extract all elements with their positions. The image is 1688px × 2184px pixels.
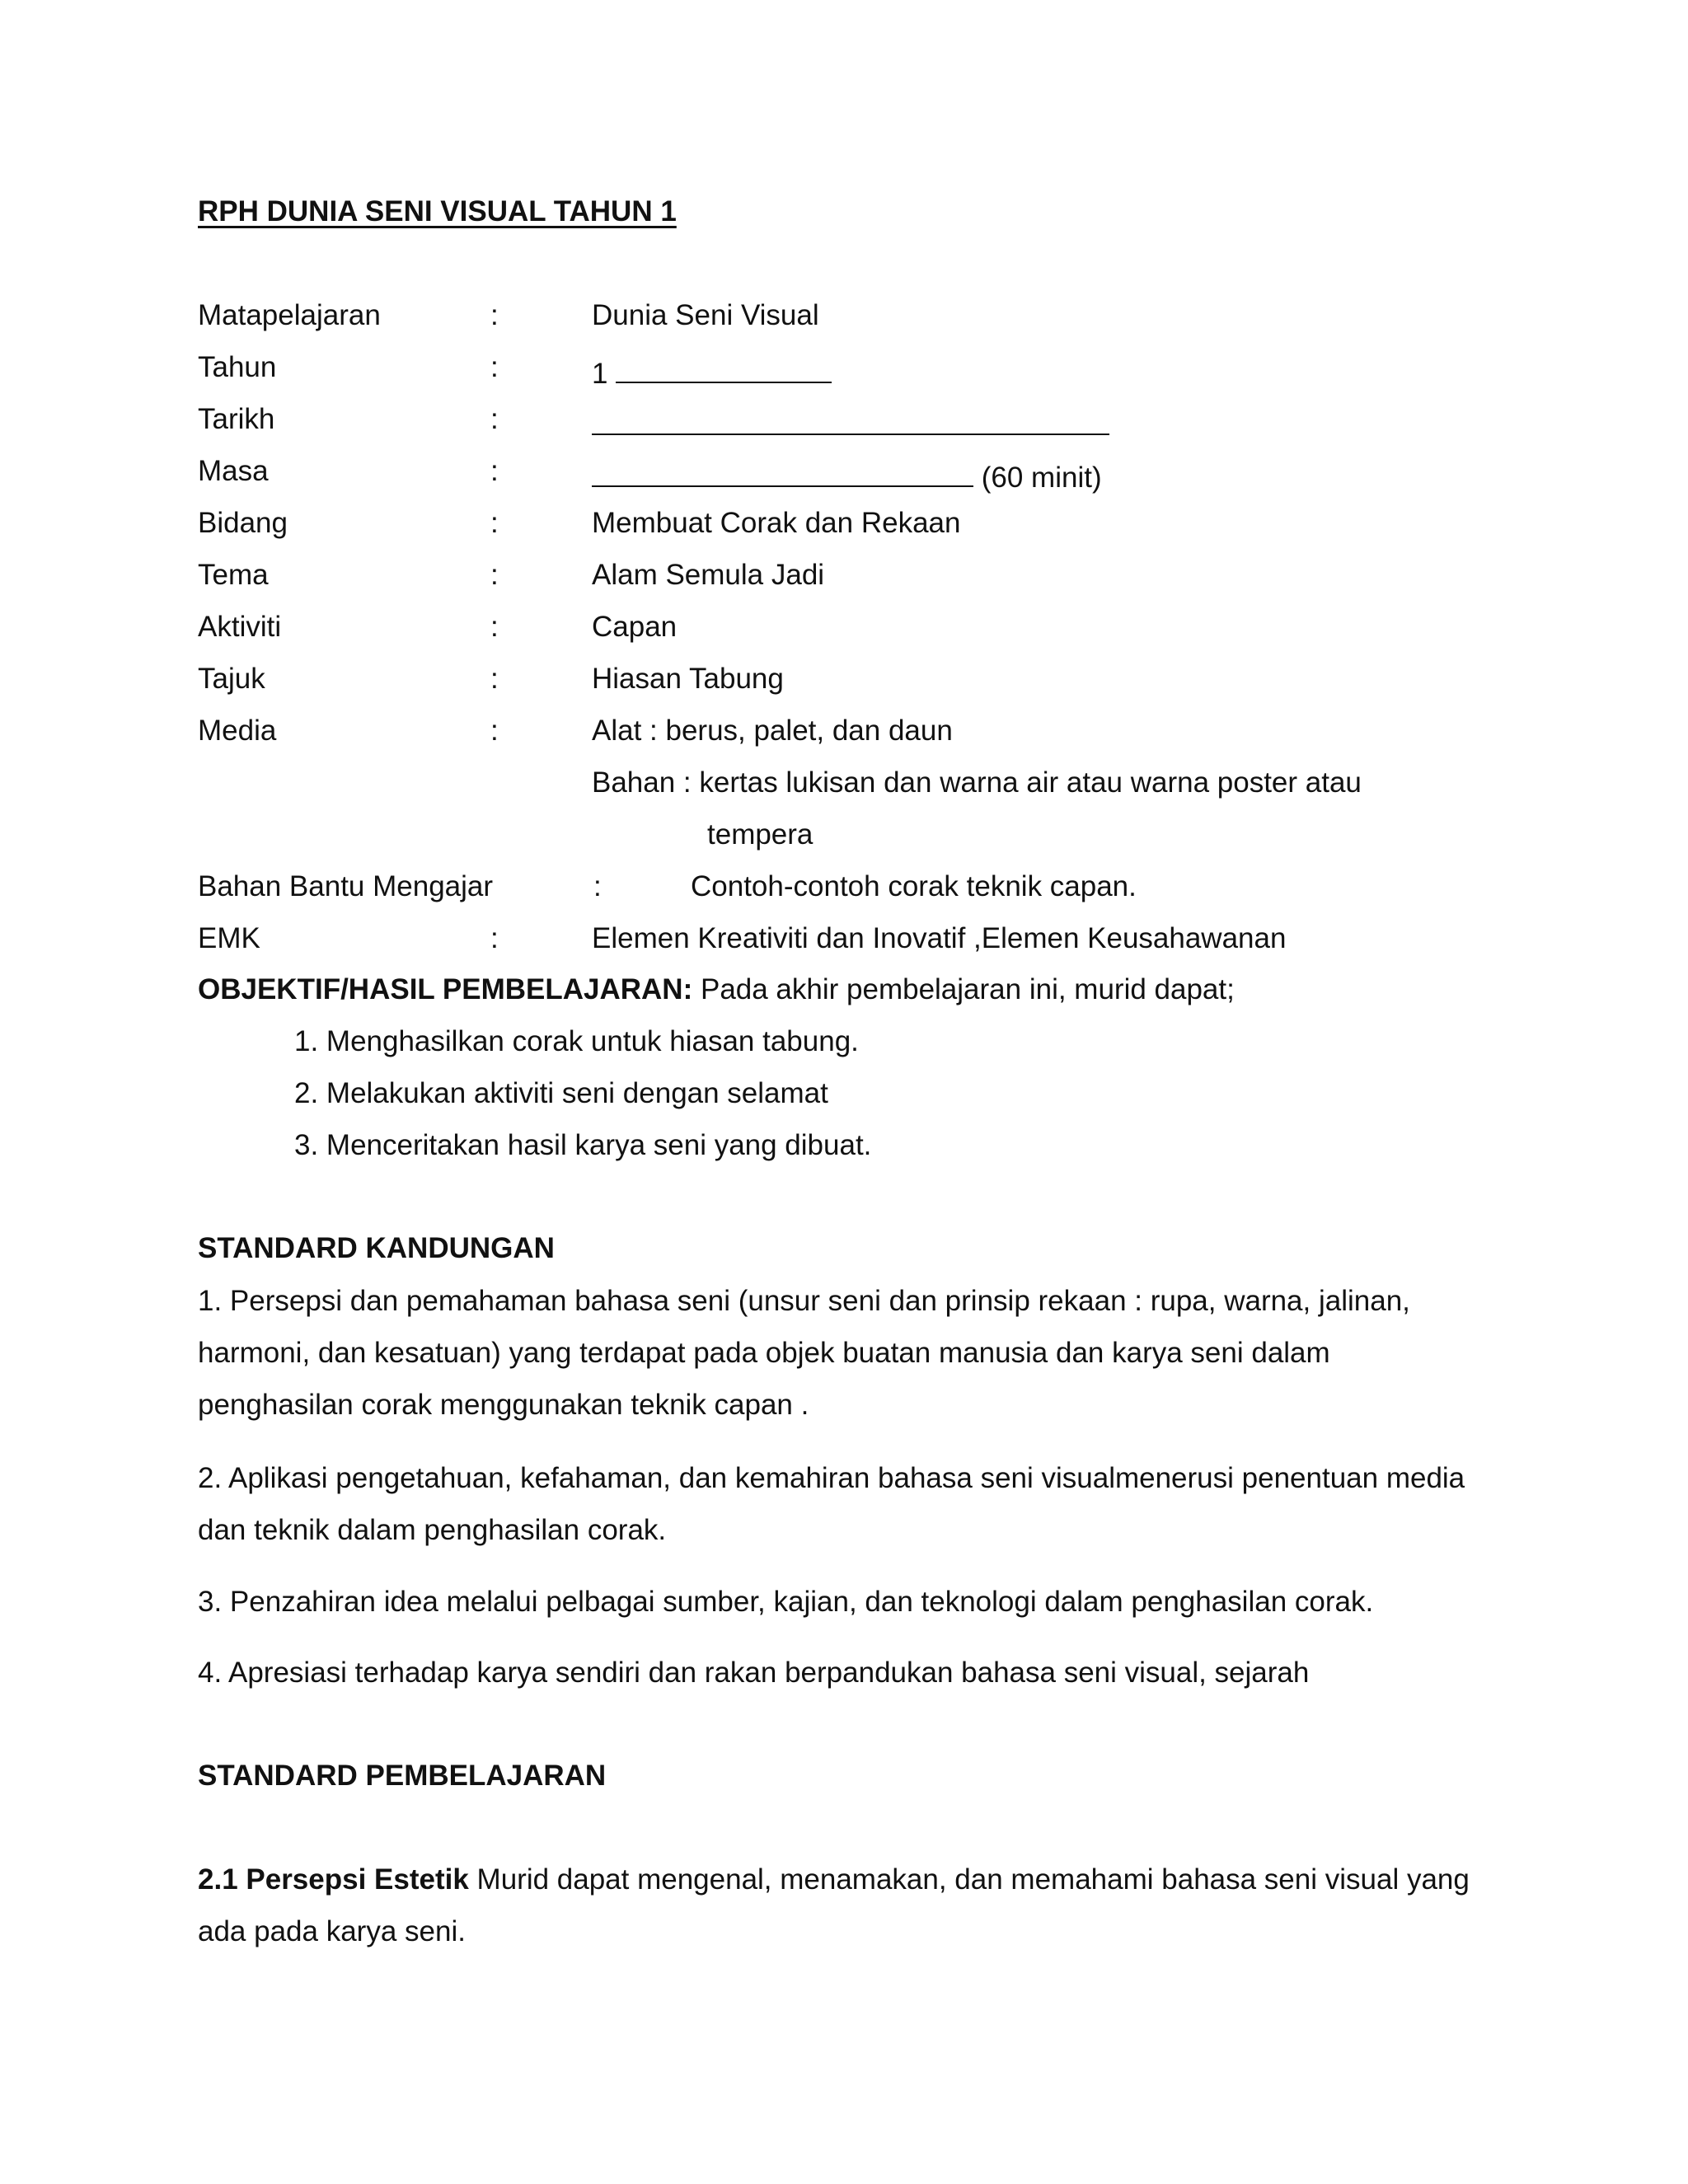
row-emk <box>198 921 1517 973</box>
value-matapelajaran: Dunia Seni Visual <box>592 299 819 331</box>
label-tahun: Tahun <box>198 351 277 383</box>
standard-kandungan-item-2: 2. Aplikasi pengetahuan, kefahaman, dan kemahiran bahasa seni visualmenerusi penentuan media dan teknik dalam penghasilan corak. <box>198 1462 1465 1546</box>
document-title: RPH DUNIA SENI VISUAL TAHUN 1 <box>198 195 677 227</box>
row-masa <box>198 454 1517 506</box>
colon: : <box>490 559 499 591</box>
colon: : <box>490 715 499 747</box>
tahun-number: 1 <box>592 358 608 390</box>
value-tema: Alam Semula Jadi <box>592 559 825 591</box>
colon: : <box>490 611 499 643</box>
label-matapelajaran: Matapelajaran <box>198 299 381 331</box>
masa-duration: (60 minit) <box>981 462 1102 494</box>
persepsi-estetik-label: 2.1 Persepsi Estetik <box>198 1863 469 1896</box>
label-media: Media <box>198 715 277 747</box>
colon: : <box>490 299 499 331</box>
objektif-item-2: 2. Melakukan aktiviti seni dengan selamat <box>294 1077 828 1109</box>
blank-line <box>616 350 832 383</box>
document-page <box>198 0 1517 2184</box>
value-masa <box>592 454 1102 495</box>
standard-kandungan-item-4: 4. Apresiasi terhadap karya sendiri dan rakan berpandukan bahasa seni visual, sejarah <box>198 1657 1310 1689</box>
persepsi-estetik-text: Murid dapat mengenal, menamakan, dan memahami bahasa seni visual yang ada pada karya seni. <box>198 1863 1470 1947</box>
row-tema <box>198 558 1517 610</box>
row-bidang <box>198 506 1517 558</box>
colon: : <box>490 351 499 383</box>
row-aktiviti <box>198 610 1517 662</box>
value-media-bahan-cont: tempera <box>707 818 814 851</box>
colon: : <box>490 507 499 539</box>
label-bidang: Bidang <box>198 507 288 539</box>
value-aktiviti: Capan <box>592 611 678 643</box>
lesson-info-table <box>198 298 1517 973</box>
value-bidang: Membuat Corak dan Rekaan <box>592 507 961 539</box>
standard-kandungan-item-1: 1. Persepsi dan pemahaman bahasa seni (unsur seni dan prinsip rekaan : rupa, warna, jalinan, harmoni, dan kesatuan) yang terdapat pada objek buatan manusia dan karya seni dalam penghasilan corak menggunakan teknik capan . <box>198 1285 1410 1421</box>
objektif-item-3: 3. Menceritakan hasil karya seni yang dibuat. <box>294 1129 872 1161</box>
standard-kandungan-item-3: 3. Penzahiran idea melalui pelbagai sumber, kajian, dan teknologi dalam penghasilan corak. <box>198 1586 1374 1618</box>
standard-pembelajaran-item <box>198 1854 1484 1957</box>
row-media <box>198 714 1517 766</box>
row-tarikh <box>198 402 1517 454</box>
value-emk: Elemen Kreativiti dan Inovatif ,Elemen Keusahawanan <box>592 922 1287 954</box>
colon: : <box>490 663 499 695</box>
label-tema: Tema <box>198 559 269 591</box>
row-media-bahan <box>198 766 1517 818</box>
standard-pembelajaran-heading: STANDARD PEMBELAJARAN <box>198 1760 607 1792</box>
row-bbm <box>198 869 1517 921</box>
row-matapelajaran <box>198 298 1517 350</box>
objektif-intro: Pada akhir pembelajaran ini, murid dapat; <box>700 973 1235 1005</box>
value-tahun <box>592 350 832 391</box>
row-tahun <box>198 350 1517 402</box>
value-media-alat: Alat : berus, palet, dan daun <box>592 715 953 747</box>
blank-line <box>592 454 973 487</box>
colon: : <box>490 403 499 435</box>
label-aktiviti: Aktiviti <box>198 611 282 643</box>
value-tajuk: Hiasan Tabung <box>592 663 784 695</box>
label-bbm: Bahan Bantu Mengajar <box>198 870 494 902</box>
colon: : <box>593 870 602 902</box>
objektif-item-1: 1. Menghasilkan corak untuk hiasan tabung. <box>294 1025 859 1057</box>
blank-line <box>592 402 1109 435</box>
label-tajuk: Tajuk <box>198 663 265 695</box>
objektif-section <box>198 972 1484 1007</box>
row-media-bahan-cont <box>198 818 1517 869</box>
colon: : <box>490 922 499 954</box>
value-media-bahan: Bahan : kertas lukisan dan warna air atau warna poster atau <box>592 766 1362 799</box>
label-masa: Masa <box>198 455 269 487</box>
colon: : <box>490 455 499 487</box>
label-emk: EMK <box>198 922 260 954</box>
objektif-heading: OBJEKTIF/HASIL PEMBELAJARAN: <box>198 973 693 1005</box>
value-tarikh <box>592 402 1109 443</box>
label-tarikh: Tarikh <box>198 403 275 435</box>
value-bbm: Contoh-contoh corak teknik capan. <box>691 870 1137 902</box>
standard-kandungan-heading: STANDARD KANDUNGAN <box>198 1232 555 1264</box>
row-tajuk <box>198 662 1517 714</box>
